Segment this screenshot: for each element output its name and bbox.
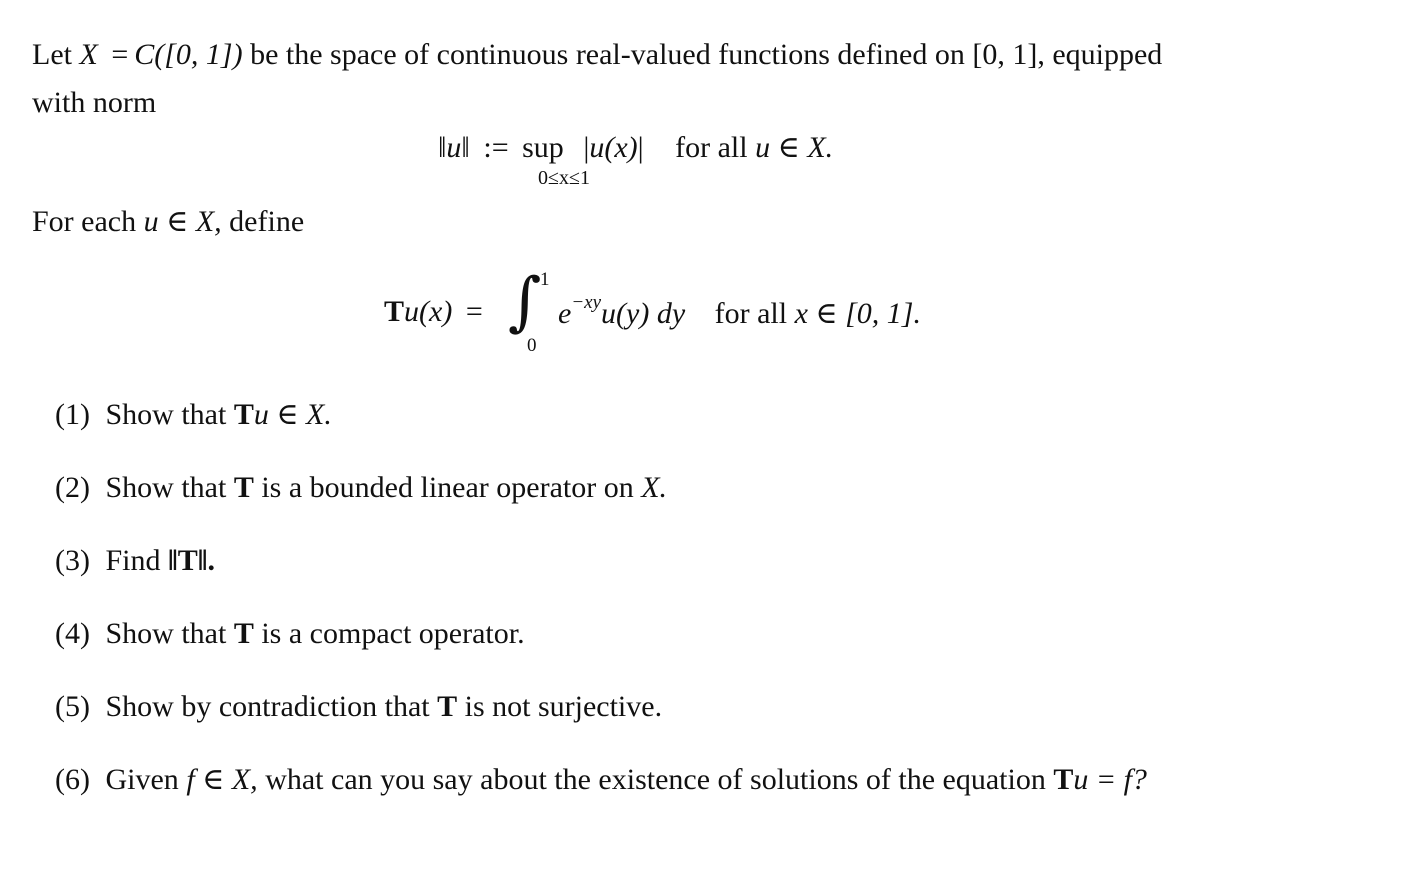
question-1-T: T [233, 398, 254, 431]
question-4-text: is a compact operator. [261, 617, 525, 650]
define-tail: define [229, 205, 305, 238]
question-3 [55, 546, 215, 576]
question-5-num: (5) [55, 690, 90, 723]
integral-lower-limit: 0 [527, 335, 537, 356]
question-6-mid: what can you say about the existence of solutions of the equation [265, 763, 1046, 796]
question-3-num: (3) [55, 544, 90, 577]
question-6-pre: Given [105, 763, 179, 796]
question-5-T: T [437, 690, 458, 723]
question-2-T: T [233, 471, 254, 504]
define-text: For each [32, 205, 137, 238]
question-6 [55, 765, 1147, 795]
question-4-num: (4) [55, 617, 90, 650]
operator-eq: = [465, 295, 483, 328]
norm-arg: (x) [604, 131, 638, 164]
question-2-pre: Show that [105, 471, 227, 504]
question-1-pre: Show that [105, 398, 227, 431]
question-4-T: T [233, 617, 254, 650]
question-6-num: (6) [55, 763, 90, 796]
integral-sign: ∫ [508, 265, 542, 339]
operator-arg: (x) [419, 295, 453, 328]
question-3-norm: ‖T‖. [168, 544, 215, 577]
norm-abs-open: | [583, 131, 590, 164]
norm-abs-close: | [637, 131, 644, 164]
norm-sup-range: 0≤x≤1 [538, 167, 590, 189]
question-1-num: (1) [55, 398, 90, 431]
intro-X: X [79, 38, 98, 71]
define-line [32, 207, 304, 237]
question-5-pre: Show by contradiction that [105, 690, 430, 723]
intro-let: Let [32, 38, 72, 71]
question-1 [55, 400, 332, 430]
question-3-pre: Find [105, 544, 161, 577]
question-4-pre: Show that [105, 617, 227, 650]
question-1-math: u ∈ X. [253, 398, 332, 431]
norm-assign: := [483, 131, 509, 164]
integrand-u: u(y) [601, 297, 650, 330]
operator-cond: x ∈ [0, 1]. [794, 297, 921, 330]
question-6-math2: u = f? [1073, 763, 1147, 796]
norm-definition [438, 133, 833, 163]
norm-for-all: for all [675, 131, 748, 164]
question-5-text: is not surjective. [464, 690, 663, 723]
define-cond: u ∈ X, [143, 205, 222, 238]
question-4 [55, 619, 525, 649]
intro-line-2: with norm [32, 86, 157, 119]
operator-u: u [404, 295, 420, 328]
question-2-num: (2) [55, 471, 90, 504]
operator-T-lhs [384, 297, 483, 327]
norm-u: u [589, 131, 605, 164]
question-2-math: X. [641, 471, 668, 504]
integral-upper-limit: 1 [540, 269, 550, 290]
operator-for-all: for all [714, 297, 788, 330]
integrand-dy: dy [656, 297, 686, 330]
exp-base: e [558, 297, 572, 330]
intro-desc: be the space of continuous real-valued functions defined on [250, 38, 965, 71]
intro-tail: equipped [1052, 38, 1163, 71]
operator-T: T [384, 295, 405, 328]
norm-sup: sup [522, 131, 564, 164]
question-5 [55, 692, 662, 722]
question-6-math1: f ∈ X, [186, 763, 258, 796]
question-2-text: is a bounded linear operator on [261, 471, 634, 504]
intro-interval: [0, 1], [972, 38, 1045, 71]
intro-line-1 [32, 40, 1162, 70]
intro-space: C([0, 1]) [134, 38, 243, 71]
intro-eq: = [111, 38, 129, 71]
question-6-T: T [1053, 763, 1074, 796]
norm-lhs: ‖u‖ [438, 131, 470, 164]
question-2 [55, 473, 667, 503]
norm-cond: u ∈ X. [755, 131, 834, 164]
exp-power: −xy [571, 292, 602, 313]
operator-integrand [558, 292, 921, 330]
